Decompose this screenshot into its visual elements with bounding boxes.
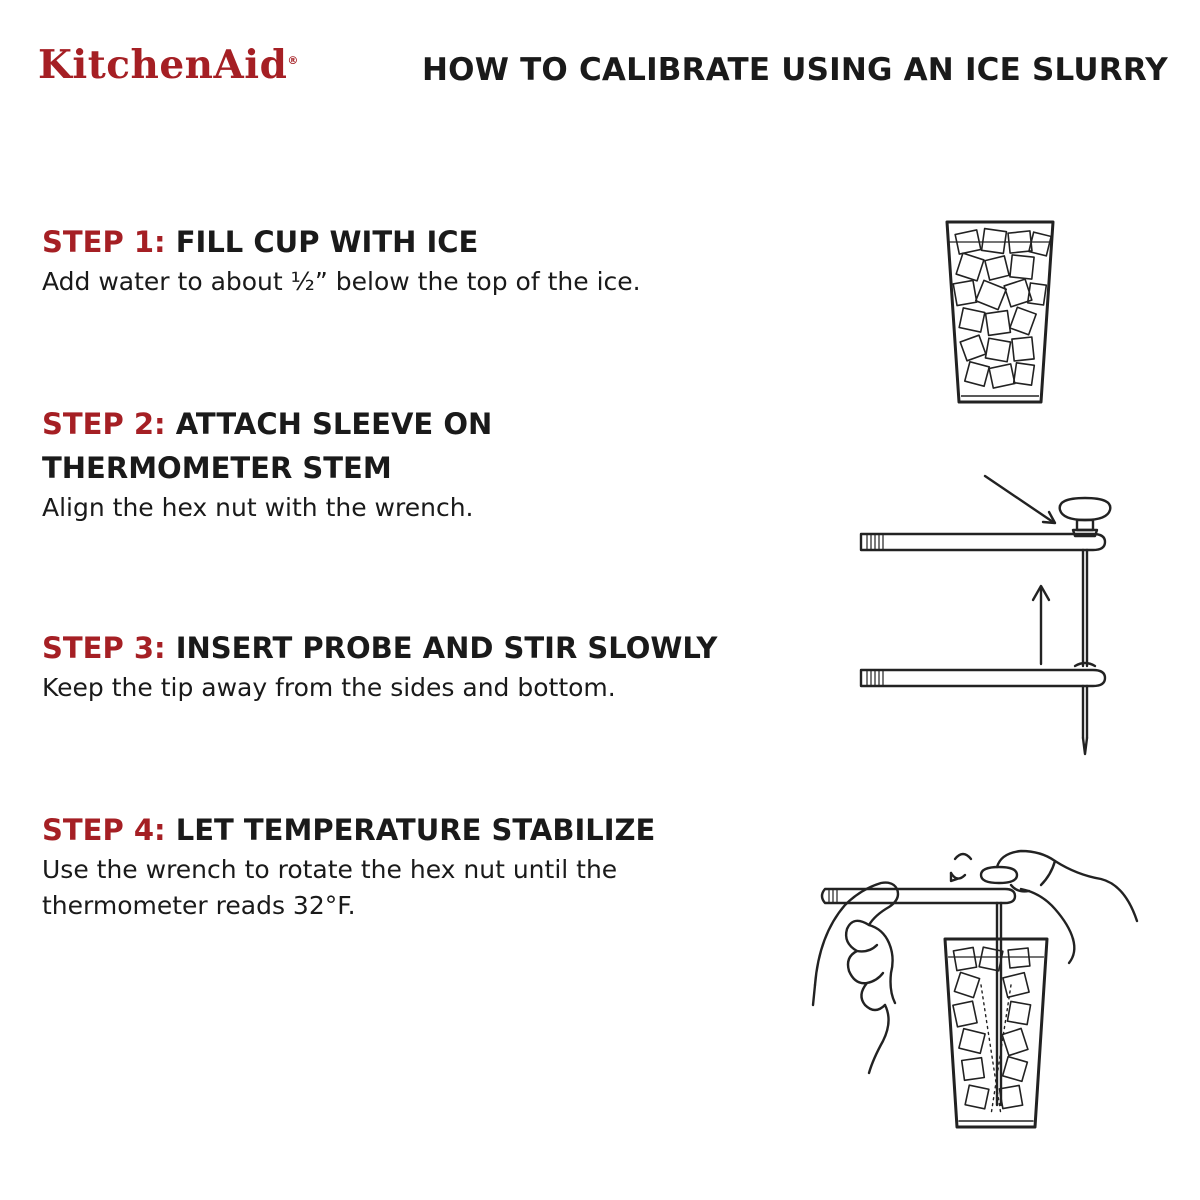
- step-3-description: Keep the tip away from the sides and bottom.: [42, 673, 616, 702]
- step-4-title: LET TEMPERATURE STABILIZE: [175, 813, 656, 847]
- step-1-number: STEP 1:: [42, 225, 166, 259]
- step-3-heading: [42, 626, 762, 670]
- step-2-number: STEP 2:: [42, 407, 166, 441]
- step-2: [42, 402, 602, 526]
- step-4-number: STEP 4:: [42, 813, 166, 847]
- brand-name: KitchenAid: [38, 42, 288, 88]
- step-1: [42, 220, 762, 300]
- step-2-heading: [42, 402, 602, 490]
- cup-of-ice-icon: [935, 212, 1065, 412]
- step-4: [42, 808, 742, 924]
- step-4-description: Use the wrench to rotate the hex nut until the thermometer reads 32°F.: [42, 855, 618, 920]
- thermometer-sleeve-assembly-icon: [855, 470, 1155, 770]
- page-title: HOW TO CALIBRATE USING AN ICE SLURRY: [422, 52, 1168, 88]
- step-2-title: ATTACH SLEEVE ON THERMOMETER STEM: [42, 407, 493, 485]
- step-1-description: Add water to about ½” below the top of the ice.: [42, 267, 641, 296]
- hands-stirring-thermometer-in-cup-icon: [805, 845, 1150, 1185]
- step-4-heading: [42, 808, 742, 852]
- step-3-title: INSERT PROBE AND STIR SLOWLY: [175, 631, 718, 665]
- step-3: [42, 626, 762, 706]
- step-1-title: FILL CUP WITH ICE: [175, 225, 479, 259]
- trademark-mark: ®: [287, 54, 299, 67]
- step-1-heading: [42, 220, 762, 264]
- step-3-number: STEP 3:: [42, 631, 166, 665]
- kitchenaid-logo: [38, 42, 299, 88]
- step-2-description: Align the hex nut with the wrench.: [42, 493, 474, 522]
